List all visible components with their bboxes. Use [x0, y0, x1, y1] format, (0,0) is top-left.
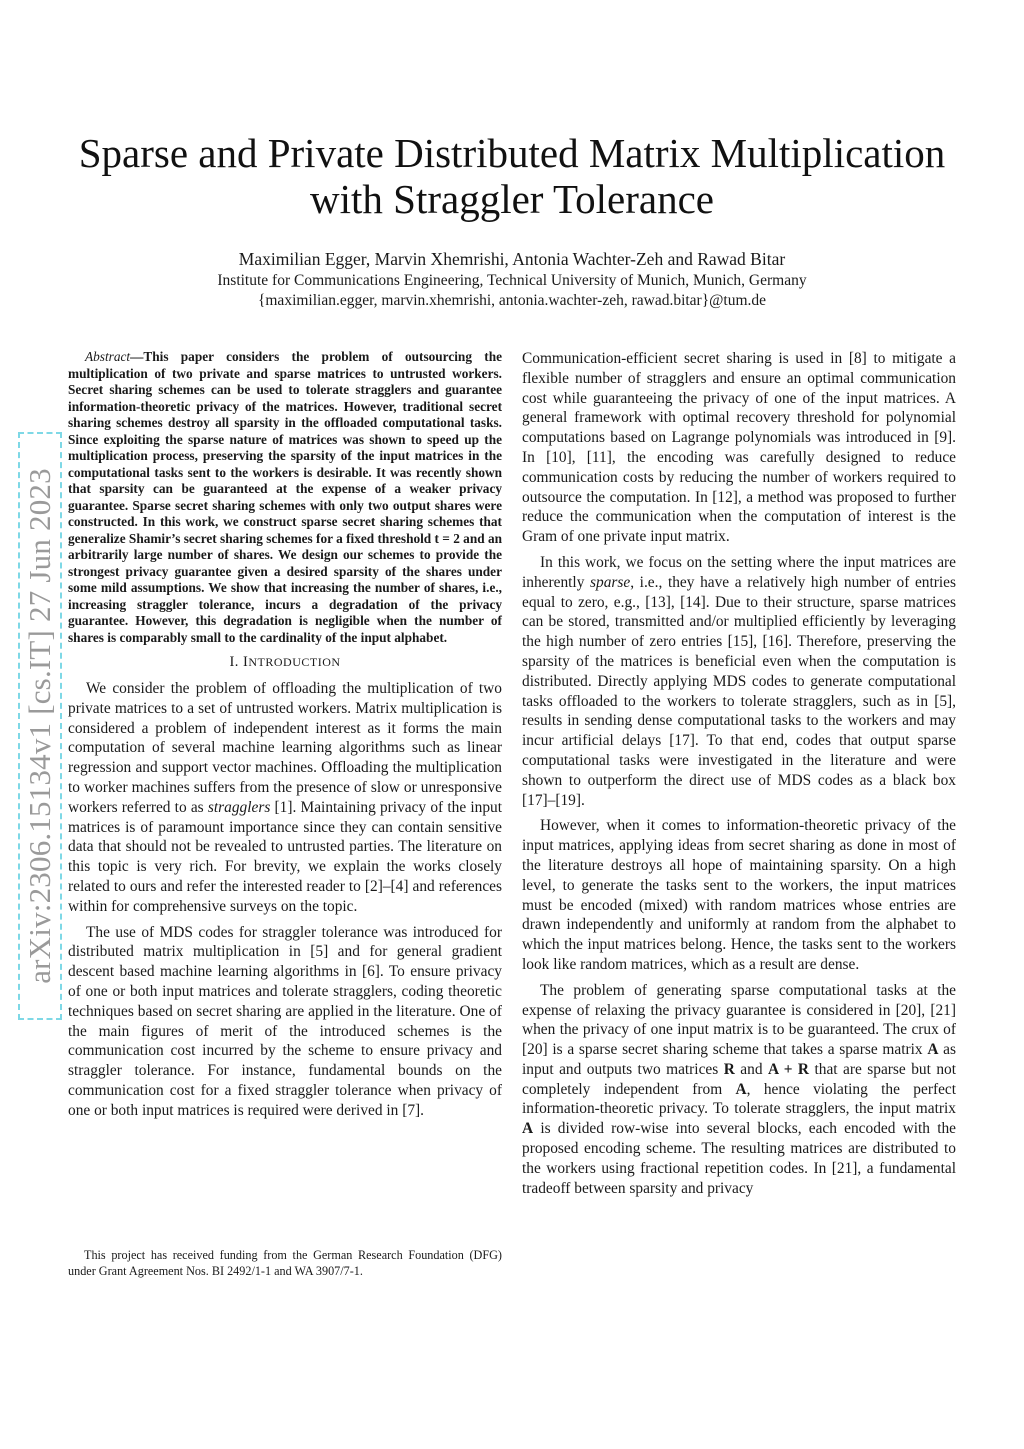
- right-column: [522, 349, 956, 1204]
- matrix-symbol: A + R: [767, 1060, 810, 1078]
- intro-paragraph-1: [68, 679, 502, 917]
- affiliation: Institute for Communications Engineering, Technical University of Munich, Munich, Germany: [217, 272, 807, 289]
- right-p4-text-e: , hence violating the perfect information-theoretic privacy. To tolerate stragglers, the input matrix: [522, 1080, 957, 1118]
- abstract-label: Abstract: [85, 349, 131, 364]
- intro-p1-text-b: [1]. Maintaining privacy of the input matrices is of paramount importance since they can contain sensitive data that should not be revealed to untrusted parties. The literature on this topic is very rich. For brevity, we explain the works closely related to ours and refer the interested reader to [2]–[4] and references within for comprehensive surveys on the topic.: [68, 798, 502, 915]
- right-paragraph-4: [522, 981, 956, 1199]
- right-p2-emphasis: sparse: [590, 573, 631, 591]
- intro-p1-emphasis: stragglers: [207, 798, 271, 816]
- author-list: Maximilian Egger, Marvin Xhemrishi, Antonia Wachter-Zeh and Rawad Bitar: [238, 249, 786, 269]
- title-line-2: with Straggler Tolerance: [310, 176, 714, 222]
- title-line-1: Sparse and Private Distributed Matrix Multiplication: [78, 130, 946, 176]
- section-heading-introduction: [68, 654, 502, 671]
- section-number: I.: [229, 654, 239, 670]
- intro-paragraph-2: The use of MDS codes for straggler tolerance was introduced for distributed matrix multiplication in [5] and for general gradient descent based machine learning algorithms in [6]. To ensure privacy of one or both input matrices and tolerate stragglers, coding theoretic techniques based on secret sharing are applied in the literature. One of the main figures of merit of the introduced schemes is the communication cost incurred by the scheme to ensure privacy and straggler tolerance. For instance, fundamental bounds on the communication cost for a fixed straggler tolerance when privacy of one or both input matrices is required were derived in [7].: [68, 923, 502, 1119]
- right-paragraph-3: However, when it comes to information-theoretic privacy of the input matrices, applying ideas from secret sharing as done in most of the literature destroys all hope of maintaining sparsity. On a high level, to generate the tasks sent to the workers, the input matrices must be encoded (mixed) with random matrices whose entries are drawn independently and uniformly at random from the alphabet to which the input matrices belong. Hence, the tasks sent to the workers look like random matrices, which as a result are dense.: [522, 817, 956, 973]
- arxiv-identifier-stamp: [18, 432, 62, 1020]
- funding-footnote: This project has received funding from the German Research Foundation (DFG) under Grant Agreement Nos. BI 2492/1-1 and WA 3907/7-1.: [68, 1248, 502, 1278]
- right-paragraph-1: Communication-efficient secret sharing is used in [8] to mitigate a flexible number of stragglers and ensure an optimal communication cost while guaranteeing the privacy of one of the input matrices. A general framework with optimal recovery threshold for polynomial computations based on Lagrange polynomials was introduced in [9]. In [10], [11], the encoding was carefully designed to reduce communication costs by reducing the number of workers required to outsource the computation. In [12], a method was proposed to further reduce the communication when the computation of interest is the Gram of one private input matrix.: [522, 350, 956, 546]
- right-p4-text-a: The problem of generating sparse computational tasks at the expense of relaxing the privacy guarantee is considered in [20], [21] when the privacy of one input matrix is to be guaranteed. The crux of [20] is a sparse secret sharing scheme that takes a sparse matrix: [522, 981, 956, 1059]
- matrix-symbol: A: [735, 1080, 747, 1098]
- right-p4-text-f: is divided row-wise into several blocks, each encoded with the proposed encoding scheme. The resulting matrices are distributed to the workers using fractional repetition codes. In [21], a fundamental tradeoff between sparsity and privacy: [522, 1120, 956, 1197]
- abstract: [68, 349, 502, 646]
- paper-title: [0, 130, 1024, 222]
- author-emails: {maximilian.egger, marvin.xhemrishi, antonia.wachter-zeh, rawad.bitar}@tum.de: [257, 292, 767, 309]
- section-title-rest: NTRODUCTION: [248, 655, 341, 669]
- arxiv-id-text: arXiv:2306.15134v1 [cs.IT] 27 Jun 2023: [22, 468, 57, 984]
- intro-p1-text-a: We consider the problem of offloading the multiplication of two private matrices to a set of untrusted workers. Matrix multiplication is considered a problem of independent interest as it forms the main computation of several machine learning algorithms such as linear regression and support vector machines. Offloading the multiplication to worker machines suffers from the presence of slow or unresponsive workers referred to as: [68, 680, 502, 816]
- matrix-symbol: A: [927, 1041, 939, 1059]
- left-column: [68, 349, 502, 1127]
- matrix-symbol: R: [723, 1060, 735, 1078]
- right-paragraph-2: [522, 553, 956, 810]
- right-p4-text-b: as input and outputs two matrices: [522, 1041, 956, 1078]
- abstract-text: —This paper considers the problem of outsourcing the multiplication of two private and sparse matrices to untrusted workers. Secret sharing schemes can be used to tolerate stragglers and guarantee information-theoretic privacy of the matrices. However, traditional secret sharing schemes destroy all sparsity in the offloaded computational tasks. Since exploiting the sparse nature of matrices was shown to speed up the multiplication process, preserving the sparsity of the input matrices in the computational tasks sent to the workers is desirable. It was recently shown that sparsity can be guaranteed at the expense of a weaker privacy guarantee. Sparse secret sharing schemes with only two output shares were constructed. In this work, we construct sparse secret sharing schemes that generalize Shamir’s secret sharing schemes for a fixed threshold t = 2 and an arbitrarily large number of shares. We design our schemes to provide the strongest privacy guarantee given a desired sparsity of the shares under some mild assumptions. We show that increasing the number of shares, i.e., increasing straggler tolerance, incurs a degradation of the privacy guarantee. However, this degradation is negligible when the number of shares is comparably small to the cardinality of the input alphabet.: [68, 349, 502, 645]
- right-p4-text-c: and: [734, 1060, 768, 1078]
- matrix-symbol: A: [522, 1120, 534, 1138]
- right-p2-text-a: In this work, we focus on the setting where the input matrices are inherently: [522, 553, 956, 591]
- right-p2-text-b: , i.e., they have a relatively high number of entries equal to zero, e.g., [13], [14]. Due to their structure, sparse matrices can be stored, transmitted and/or multiplied efficiently by leveraging the high number of zero entries [15], [16]. Therefore, preserving the sparsity of the matrices is beneficial even when the computation is distributed. Directly applying MDS codes to generate computational tasks offloaded to the workers to tolerate stragglers, such as in [5], results in sending dense computational tasks to the workers and may incur artificial delays [17]. To that end, codes that output sparse computational tasks were investigated in the literature and were shown to outperform the direct use of MDS codes as a black box [17]–[19].: [522, 573, 956, 809]
- right-p4-text-d: that are sparse but not completely independent from: [522, 1060, 956, 1098]
- section-title-initial: I: [243, 654, 249, 670]
